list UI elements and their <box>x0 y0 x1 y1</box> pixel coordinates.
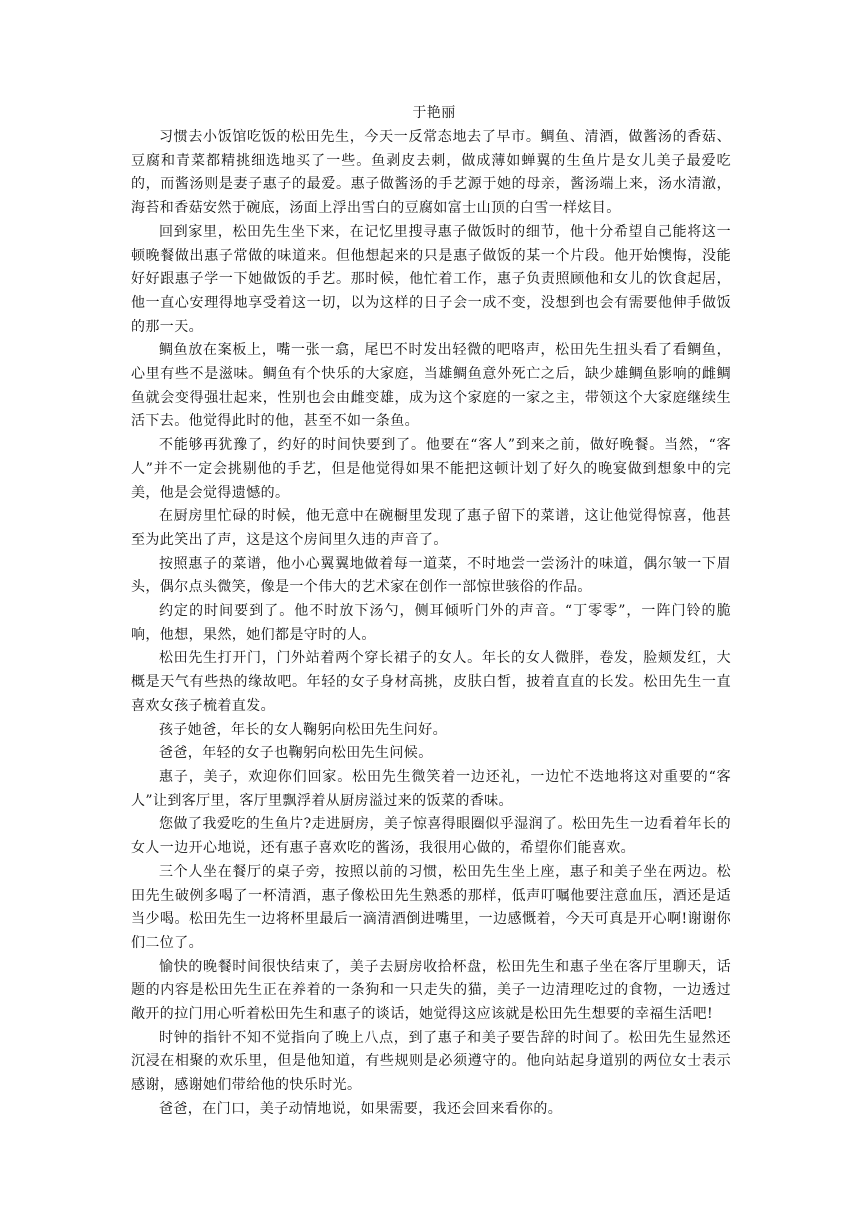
paragraph: 松田先生打开门，门外站着两个穿长裙子的女人。年长的女人微胖，卷发，脸颊发红，大概是天气有些热的缘故吧。年轻的女子身材高挑，皮肤白皙，披着直直的长发。松田先生一直喜欢女孩子梳着直发。 <box>131 650 731 714</box>
paragraph: 爸爸，年轻的女子也鞠躬向松田先生问候。 <box>159 745 433 762</box>
paragraph: 鲷鱼放在案板上，嘴一张一翕，尾巴不时发出轻微的吧咯声，松田先生扭头看了看鲷鱼，心里有些不是滋味。鲷鱼有个快乐的大家庭，当雄鲷鱼意外死亡之后，缺少雄鲷鱼影响的雌鲷鱼就会变得强壮起来，性别也会由雌变雄，成为这个家庭的一家之主，带领这个大家庭继续生活下去。他觉得此时的他，甚至不如一条鱼。 <box>131 342 731 430</box>
paragraph: 三个人坐在餐厅的桌子旁，按照以前的习惯，松田先生坐上座，惠子和美子坐在两边。松田先生破例多喝了一杯清酒，惠子像松田先生熟悉的那样，低声叮嘱他要注意血压，酒还是适当少喝。松田先生一边将杯里最后一滴清酒倒进嘴里，一边感慨着，今天可真是开心啊!谢谢你们二位了。 <box>131 863 731 951</box>
paragraph: 回到家里，松田先生坐下来，在记忆里搜寻惠子做饭时的细节，他十分希望自己能将这一顿晚餐做出惠子常做的味道来。但他想起来的只是惠子做饭的某一个片段。他开始懊悔，没能好好跟惠子学一下她做饭的手艺。那时候，他忙着工作，惠子负责照顾他和女儿的饮食起居，他一直心安理得地享受着这一切，以为这样的日子会一成不变，没想到也会有需要他伸手做饭的那一天。 <box>131 223 731 335</box>
paragraph: 按照惠子的菜谱，他小心翼翼地做着每一道菜，不时地尝一尝汤汁的味道，偶尔皱一下眉头，偶尔点头微笑，像是一个伟大的艺术家在创作一部惊世骇俗的作品。 <box>131 555 731 596</box>
paragraph: 不能够再犹豫了，约好的时间快要到了。他要在“客人”到来之前，做好晚餐。当然，“客人”并不一定会挑剔他的手艺，但是他觉得如果不能把这顿计划了好久的晚宴做到想象中的完美，他是会觉得遗憾的。 <box>131 437 731 501</box>
paragraph: 爸爸，在门口，美子动情地说，如果需要，我还会回来看你的。 <box>159 1100 563 1117</box>
paragraph: 在厨房里忙碌的时候，他无意中在碗橱里发现了惠子留下的菜谱，这让他觉得惊喜，他甚至为此笑出了声，这是这个房间里久违的声音了。 <box>131 508 731 548</box>
paragraph: 您做了我爱吃的生鱼片?走进厨房，美子惊喜得眼圈似乎湿润了。松田先生一边看着年长的女人一边开心地说，还有惠子喜欢吃的酱汤，我很用心做的，希望你们能喜欢。 <box>131 816 731 857</box>
paragraph: 约定的时间要到了。他不时放下汤勺，侧耳倾听门外的声音。“丁零零”，一阵门铃的脆响，他想，果然，她们都是守时的人。 <box>131 603 731 643</box>
article-body <box>131 102 731 1122</box>
paragraph: 习惯去小饭馆吃饭的松田先生，今天一反常态地去了早市。鲷鱼、清酒，做酱汤的香菇、豆腐和青菜都精挑细选地买了一些。鱼剥皮去刺，做成薄如蝉翼的生鱼片是女儿美子最爱吃的，而酱汤则是妻子惠子的最爱。惠子做酱汤的手艺源于她的母亲，酱汤端上来，汤水清澈，海苔和香菇安然于碗底，汤面上浮出雪白的豆腐如富士山顶的白雪一样炫目。 <box>131 129 731 217</box>
author-name: 于艳丽 <box>412 105 456 121</box>
paragraph: 愉快的晚餐时间很快结束了，美子去厨房收拾杯盘，松田先生和惠子坐在客厅里聊天，话题的内容是松田先生正在养着的一条狗和一只走失的猫，美子一边清理吃过的食物，一边透过敞开的拉门用心听着松田先生和惠子的谈话，她觉得这应该就是松田先生想要的幸福生活吧! <box>131 958 731 1023</box>
paragraph: 孩子她爸，年长的女人鞠躬向松田先生问好。 <box>159 721 447 738</box>
paragraph: 时钟的指针不知不觉指向了晚上八点，到了惠子和美子要告辞的时间了。松田先生显然还沉浸在相聚的欢乐里，但是他知道，有些规则是必须遵守的。他向站起身道别的两位女士表示感谢，感谢她们带给他的快乐时光。 <box>131 1029 731 1094</box>
paragraph: 惠子，美子，欢迎你们回家。松田先生微笑着一边还礼，一边忙不迭地将这对重要的“客人”让到客厅里，客厅里飘浮着从厨房溢过来的饭菜的香味。 <box>131 768 731 809</box>
